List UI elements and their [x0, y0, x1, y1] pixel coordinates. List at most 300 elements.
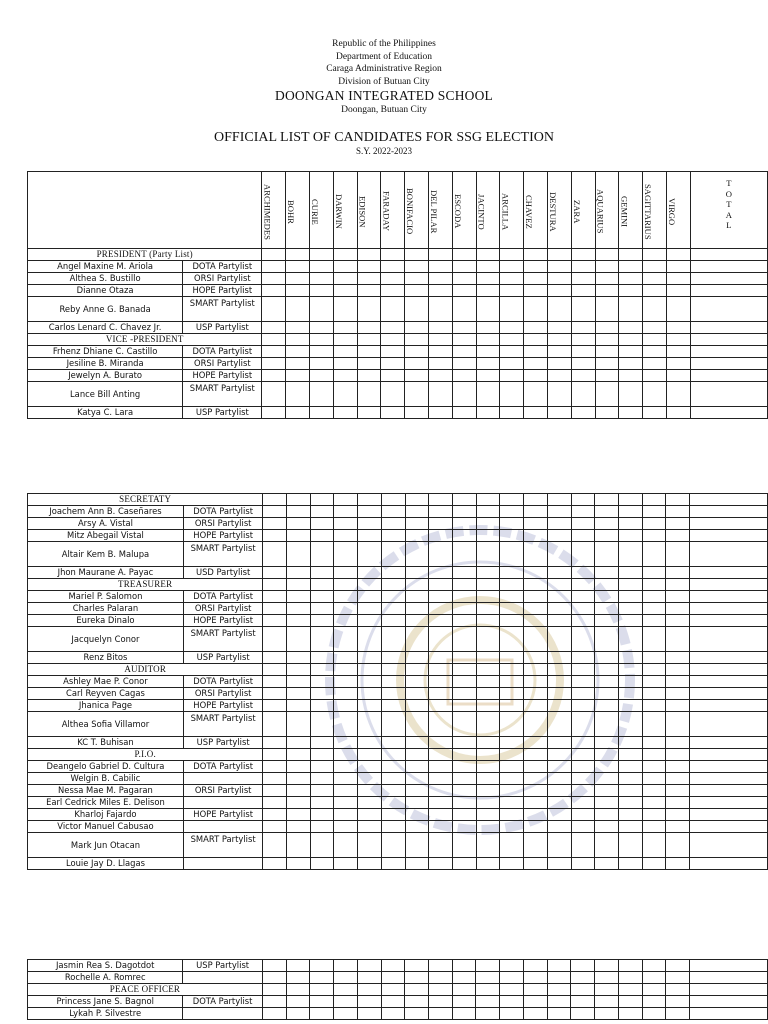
- vote-cell: [263, 652, 287, 664]
- vote-cell: [262, 261, 286, 273]
- vote-cell: [547, 334, 571, 346]
- vote-cell: [476, 579, 500, 591]
- total-cell: [690, 334, 767, 346]
- vote-cell: [333, 346, 357, 358]
- column-header-sagittarius: [643, 172, 667, 249]
- column-header-bonifacio: [405, 172, 429, 249]
- vote-cell: [429, 664, 453, 676]
- vote-cell: [500, 358, 524, 370]
- position-label: AUDITOR: [28, 664, 263, 676]
- vote-cell: [262, 273, 286, 285]
- vote-cell: [429, 518, 453, 530]
- vote-cell: [619, 322, 643, 334]
- vote-cell: [476, 960, 500, 972]
- candidate-name: Carlos Lenard C. Chavez Jr.: [28, 322, 183, 334]
- vote-cell: [571, 297, 595, 322]
- vote-cell: [666, 858, 690, 870]
- total-cell: [690, 688, 768, 700]
- vote-cell: [476, 506, 500, 518]
- vote-cell: [381, 833, 405, 858]
- candidate-name: Altair Kem B. Malupa: [28, 542, 184, 567]
- vote-cell: [666, 322, 690, 334]
- vote-cell: [287, 615, 311, 627]
- vote-cell: [405, 972, 429, 984]
- vote-cell: [619, 382, 643, 407]
- vote-cell: [429, 712, 453, 737]
- vote-cell: [571, 984, 595, 996]
- candidate-row: [28, 358, 768, 370]
- vote-cell: [287, 785, 311, 797]
- vote-cell: [428, 984, 452, 996]
- candidate-party: USP Partylist: [183, 407, 262, 419]
- vote-cell: [571, 821, 595, 833]
- vote-cell: [476, 249, 500, 261]
- vote-cell: [262, 960, 286, 972]
- vote-cell: [334, 688, 358, 700]
- vote-cell: [429, 273, 453, 285]
- vote-cell: [666, 652, 690, 664]
- vote-cell: [500, 530, 524, 542]
- vote-cell: [595, 346, 619, 358]
- vote-cell: [595, 615, 619, 627]
- vote-cell: [571, 322, 595, 334]
- column-header-chavez: [524, 172, 548, 249]
- vote-cell: [618, 833, 642, 858]
- vote-cell: [310, 960, 334, 972]
- column-header-row: [28, 172, 768, 249]
- candidate-party: ORSI Partylist: [183, 518, 262, 530]
- vote-cell: [547, 542, 571, 567]
- total-cell: [690, 615, 768, 627]
- vote-cell: [524, 542, 548, 567]
- vote-cell: [619, 370, 643, 382]
- vote-cell: [333, 407, 357, 419]
- vote-cell: [571, 382, 595, 407]
- vote-cell: [452, 676, 476, 688]
- vote-cell: [619, 346, 643, 358]
- vote-cell: [310, 773, 334, 785]
- candidate-party: USP Partylist: [183, 652, 262, 664]
- vote-cell: [405, 797, 429, 809]
- candidate-row: [28, 261, 768, 273]
- vote-cell: [476, 334, 500, 346]
- vote-cell: [547, 984, 571, 996]
- candidate-party: USP Partylist: [183, 322, 262, 334]
- candidate-row: [28, 407, 768, 419]
- vote-cell: [358, 494, 382, 506]
- vote-cell: [405, 322, 429, 334]
- vote-cell: [547, 530, 571, 542]
- vote-cell: [429, 749, 453, 761]
- vote-cell: [595, 407, 619, 419]
- vote-cell: [262, 972, 286, 984]
- vote-cell: [524, 627, 548, 652]
- vote-cell: [286, 382, 310, 407]
- vote-cell: [524, 273, 548, 285]
- vote-cell: [476, 297, 500, 322]
- vote-cell: [476, 688, 500, 700]
- vote-cell: [334, 821, 358, 833]
- vote-cell: [618, 712, 642, 737]
- vote-cell: [524, 518, 548, 530]
- vote-cell: [618, 797, 642, 809]
- candidate-row: [28, 737, 768, 749]
- vote-cell: [262, 984, 286, 996]
- vote-cell: [547, 972, 571, 984]
- vote-cell: [263, 700, 287, 712]
- total-cell: [690, 712, 768, 737]
- vote-cell: [429, 407, 453, 419]
- total-cell: [690, 261, 767, 273]
- vote-cell: [405, 809, 429, 821]
- column-header-virgo: [666, 172, 690, 249]
- vote-cell: [452, 1008, 476, 1020]
- candidate-party: [183, 1008, 262, 1020]
- vote-cell: [263, 506, 287, 518]
- vote-cell: [595, 579, 619, 591]
- vote-cell: [310, 261, 334, 273]
- vote-cell: [547, 382, 571, 407]
- vote-cell: [595, 809, 619, 821]
- vote-cell: [642, 506, 666, 518]
- vote-cell: [452, 579, 476, 591]
- vote-cell: [405, 749, 429, 761]
- position-label: VICE -PRESIDENT: [28, 334, 262, 346]
- vote-cell: [286, 285, 310, 297]
- vote-cell: [524, 322, 548, 334]
- vote-cell: [405, 676, 429, 688]
- vote-cell: [429, 530, 453, 542]
- vote-cell: [334, 858, 358, 870]
- vote-cell: [476, 1008, 500, 1020]
- vote-cell: [500, 627, 524, 652]
- candidate-row: [28, 530, 768, 542]
- vote-cell: [263, 737, 287, 749]
- vote-cell: [642, 664, 666, 676]
- vote-cell: [666, 494, 690, 506]
- vote-cell: [358, 688, 382, 700]
- vote-cell: [618, 664, 642, 676]
- vote-cell: [524, 858, 548, 870]
- vote-cell: [262, 407, 286, 419]
- vote-cell: [500, 676, 524, 688]
- candidate-party: ORSI Partylist: [183, 358, 262, 370]
- candidate-name: Princess Jane S. Bagnol: [28, 996, 183, 1008]
- vote-cell: [476, 542, 500, 567]
- vote-cell: [476, 261, 500, 273]
- vote-cell: [263, 603, 287, 615]
- vote-cell: [524, 676, 548, 688]
- vote-cell: [619, 261, 643, 273]
- vote-cell: [452, 627, 476, 652]
- vote-cell: [618, 591, 642, 603]
- vote-cell: [286, 960, 310, 972]
- vote-cell: [524, 261, 548, 273]
- total-cell: [690, 700, 768, 712]
- vote-cell: [334, 567, 358, 579]
- vote-cell: [666, 297, 690, 322]
- vote-cell: [405, 700, 429, 712]
- vote-cell: [381, 785, 405, 797]
- vote-cell: [287, 688, 311, 700]
- candidate-party: DOTA Partylist: [183, 506, 262, 518]
- candidate-name: Arsy A. Vistal: [28, 518, 184, 530]
- vote-cell: [381, 664, 405, 676]
- vote-cell: [429, 821, 453, 833]
- vote-cell: [263, 494, 287, 506]
- vote-cell: [571, 518, 595, 530]
- vote-cell: [642, 627, 666, 652]
- vote-cell: [476, 749, 500, 761]
- vote-cell: [452, 249, 476, 261]
- vote-cell: [547, 996, 571, 1008]
- vote-cell: [381, 579, 405, 591]
- vote-cell: [476, 273, 500, 285]
- candidate-row: [28, 591, 768, 603]
- vote-cell: [286, 273, 310, 285]
- candidate-row: [28, 346, 768, 358]
- vote-cell: [452, 285, 476, 297]
- vote-cell: [547, 960, 571, 972]
- vote-cell: [618, 615, 642, 627]
- vote-cell: [476, 346, 500, 358]
- column-header-total: [690, 172, 767, 249]
- vote-cell: [619, 334, 643, 346]
- vote-cell: [666, 833, 690, 858]
- candidate-name: Mitz Abegail Vistal: [28, 530, 184, 542]
- vote-cell: [358, 676, 382, 688]
- vote-cell: [595, 542, 619, 567]
- vote-cell: [618, 603, 642, 615]
- vote-cell: [405, 530, 429, 542]
- vote-cell: [666, 261, 690, 273]
- vote-cell: [547, 358, 571, 370]
- vote-cell: [571, 249, 595, 261]
- vote-cell: [666, 285, 690, 297]
- vote-cell: [547, 676, 571, 688]
- vote-cell: [666, 972, 690, 984]
- vote-cell: [452, 737, 476, 749]
- vote-cell: [452, 785, 476, 797]
- vote-cell: [357, 273, 381, 285]
- vote-cell: [310, 996, 334, 1008]
- vote-cell: [571, 664, 595, 676]
- vote-cell: [358, 567, 382, 579]
- column-header-aquarius: [595, 172, 619, 249]
- vote-cell: [358, 749, 382, 761]
- vote-cell: [500, 261, 524, 273]
- candidate-party: HOPE Partylist: [183, 370, 262, 382]
- vote-cell: [524, 346, 548, 358]
- candidate-row: [28, 700, 768, 712]
- vote-cell: [666, 761, 690, 773]
- section-name-label: VIRGO: [666, 197, 677, 226]
- vote-cell: [524, 688, 548, 700]
- vote-cell: [452, 518, 476, 530]
- vote-cell: [287, 797, 311, 809]
- vote-cell: [381, 322, 405, 334]
- vote-cell: [642, 972, 666, 984]
- vote-cell: [666, 370, 690, 382]
- total-cell: [690, 567, 768, 579]
- vote-cell: [524, 370, 548, 382]
- total-cell: [690, 833, 768, 858]
- vote-cell: [642, 785, 666, 797]
- vote-cell: [476, 664, 500, 676]
- vote-cell: [500, 688, 524, 700]
- vote-cell: [405, 688, 429, 700]
- vote-cell: [310, 688, 334, 700]
- vote-cell: [358, 858, 382, 870]
- vote-cell: [642, 615, 666, 627]
- section-name-label: CHAVEZ: [524, 194, 535, 229]
- vote-cell: [547, 591, 571, 603]
- vote-cell: [358, 542, 382, 567]
- vote-cell: [547, 652, 571, 664]
- vote-cell: [666, 334, 690, 346]
- candidate-name: Althea Sofia Villamor: [28, 712, 184, 737]
- vote-cell: [524, 297, 548, 322]
- vote-cell: [405, 542, 429, 567]
- vote-cell: [595, 797, 619, 809]
- vote-cell: [405, 785, 429, 797]
- vote-cell: [358, 700, 382, 712]
- vote-cell: [524, 773, 548, 785]
- vote-cell: [333, 285, 357, 297]
- vote-cell: [429, 285, 453, 297]
- vote-cell: [642, 652, 666, 664]
- total-cell: [690, 579, 768, 591]
- vote-cell: [618, 530, 642, 542]
- candidate-name: Jhon Maurane A. Payac: [28, 567, 184, 579]
- vote-cell: [334, 749, 358, 761]
- header-line-1: Republic of the Philippines: [332, 39, 436, 49]
- section-name-label: JACINTO: [476, 193, 487, 230]
- candidate-name: Katya C. Lara: [28, 407, 183, 419]
- vote-cell: [310, 761, 334, 773]
- vote-cell: [500, 749, 524, 761]
- vote-cell: [500, 809, 524, 821]
- vote-cell: [452, 761, 476, 773]
- vote-cell: [452, 494, 476, 506]
- vote-cell: [333, 249, 357, 261]
- vote-cell: [405, 273, 429, 285]
- vote-cell: [524, 821, 548, 833]
- vote-cell: [405, 652, 429, 664]
- vote-cell: [262, 297, 286, 322]
- vote-cell: [547, 761, 571, 773]
- candidate-name: Carl Reyven Cagas: [28, 688, 184, 700]
- vote-cell: [476, 809, 500, 821]
- vote-cell: [643, 297, 667, 322]
- vote-cell: [310, 615, 334, 627]
- vote-cell: [334, 530, 358, 542]
- vote-cell: [334, 627, 358, 652]
- vote-cell: [286, 972, 310, 984]
- vote-cell: [334, 700, 358, 712]
- vote-cell: [595, 382, 619, 407]
- vote-cell: [476, 382, 500, 407]
- vote-cell: [429, 579, 453, 591]
- vote-cell: [263, 542, 287, 567]
- vote-cell: [595, 749, 619, 761]
- vote-cell: [310, 494, 334, 506]
- candidate-name: Lykah P. Silvestre: [28, 1008, 183, 1020]
- vote-cell: [334, 591, 358, 603]
- vote-cell: [452, 749, 476, 761]
- candidate-party: [183, 858, 262, 870]
- candidate-party: [183, 972, 262, 984]
- vote-cell: [286, 334, 310, 346]
- vote-cell: [476, 761, 500, 773]
- vote-cell: [571, 530, 595, 542]
- vote-cell: [287, 833, 311, 858]
- vote-cell: [476, 972, 500, 984]
- vote-cell: [476, 615, 500, 627]
- vote-cell: [286, 370, 310, 382]
- position-row: [28, 749, 768, 761]
- vote-cell: [666, 382, 690, 407]
- vote-cell: [334, 652, 358, 664]
- vote-cell: [547, 785, 571, 797]
- candidate-party: USP Partylist: [183, 960, 262, 972]
- vote-cell: [428, 972, 452, 984]
- candidate-name: Eureka Dinalo: [28, 615, 184, 627]
- vote-cell: [357, 382, 381, 407]
- vote-cell: [666, 749, 690, 761]
- vote-cell: [452, 273, 476, 285]
- vote-cell: [642, 688, 666, 700]
- candidate-row: [28, 712, 768, 737]
- total-cell: [690, 346, 767, 358]
- vote-cell: [405, 773, 429, 785]
- vote-cell: [642, 858, 666, 870]
- vote-cell: [287, 858, 311, 870]
- column-header-darwin: [333, 172, 357, 249]
- vote-cell: [547, 322, 571, 334]
- vote-cell: [524, 579, 548, 591]
- vote-cell: [263, 615, 287, 627]
- vote-cell: [642, 821, 666, 833]
- total-cell: [690, 773, 768, 785]
- document-header: [0, 38, 768, 117]
- total-cell: [690, 518, 768, 530]
- vote-cell: [476, 712, 500, 737]
- vote-cell: [500, 346, 524, 358]
- total-cell: [690, 676, 768, 688]
- vote-cell: [619, 358, 643, 370]
- vote-cell: [287, 591, 311, 603]
- vote-cell: [357, 346, 381, 358]
- vote-cell: [500, 996, 524, 1008]
- vote-cell: [286, 996, 310, 1008]
- vote-cell: [310, 530, 334, 542]
- vote-cell: [405, 370, 429, 382]
- vote-cell: [357, 972, 381, 984]
- vote-cell: [571, 809, 595, 821]
- candidate-row: [28, 567, 768, 579]
- vote-cell: [547, 579, 571, 591]
- vote-cell: [571, 960, 595, 972]
- vote-cell: [476, 407, 500, 419]
- vote-cell: [571, 737, 595, 749]
- vote-cell: [310, 358, 334, 370]
- vote-cell: [476, 797, 500, 809]
- vote-cell: [595, 858, 619, 870]
- vote-cell: [571, 273, 595, 285]
- vote-cell: [523, 972, 547, 984]
- vote-cell: [500, 773, 524, 785]
